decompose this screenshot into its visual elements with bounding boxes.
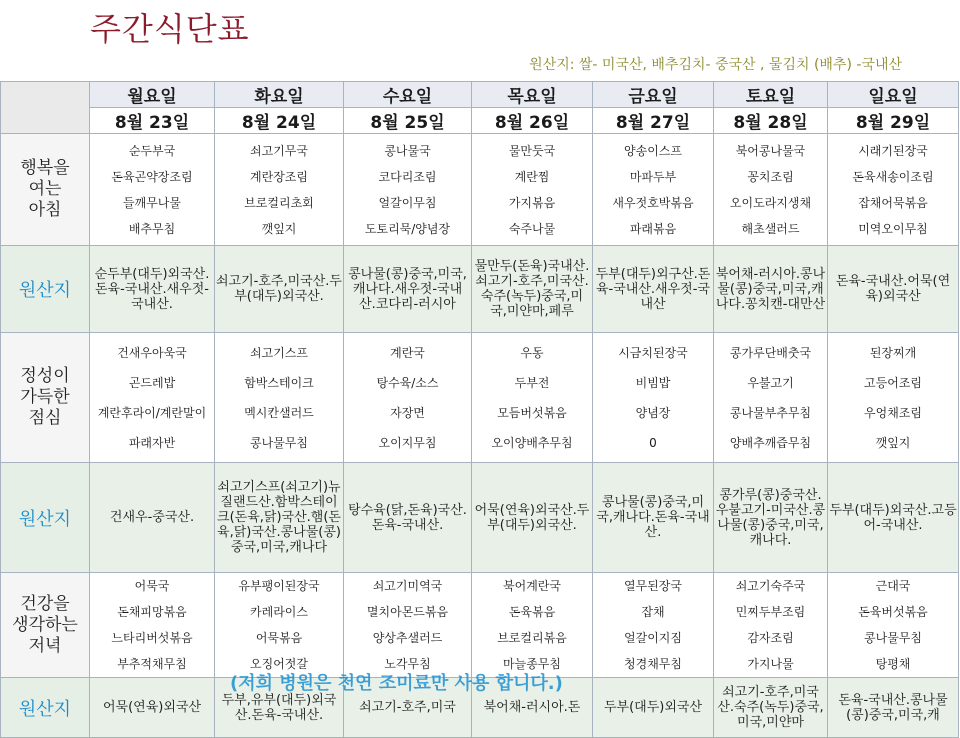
lunch-origin-cell: 쇠고기스프(쇠고기)뉴질랜드산.함박스테이크(돈육,닭)국산.햄(돈육,닭)국산.콩나물(콩)중국,미국,캐나다 [215, 463, 344, 573]
breakfast-menu-row [1, 134, 959, 246]
menu-item: 탕수육/소스 [376, 375, 439, 390]
menu-item: 해초샐러드 [741, 221, 800, 236]
dinner-menu-cell [90, 573, 215, 678]
day-name: 화요일 [215, 82, 344, 108]
menu-item: 느타리버섯볶음 [111, 631, 193, 645]
menu-item: 자장면 [390, 405, 425, 420]
menu-item: 잡채어묵볶음 [858, 195, 928, 210]
menu-item: 카레라이스 [250, 605, 308, 619]
dinner-origin-cell: 쇠고기-호주,미국 [344, 678, 472, 738]
menu-item: 브로컬리초회 [244, 195, 314, 210]
menu-item: 계란국 [390, 345, 425, 360]
menu-item: 도토리묵/양념장 [364, 221, 451, 236]
dinner-origin-cell: 두부(대두)외국산 [593, 678, 714, 738]
dinner-menu-cell [472, 573, 593, 678]
menu-item: 양배추깨즙무침 [729, 435, 812, 450]
menu-item: 계란찜 [514, 169, 550, 184]
menu-item: 고등어조림 [864, 375, 922, 390]
menu-item: 얼갈이무침 [378, 195, 437, 210]
menu-item: 가지나물 [747, 657, 794, 671]
breakfast-origin-cell: 콩나물(콩)중국,미국,캐나다.새우젓-국내산.코다리-러시아 [344, 246, 472, 333]
menu-item: 시금치된장국 [618, 345, 688, 360]
lunch-origin-row [1, 463, 959, 573]
day-date: 8월 25일 [344, 108, 472, 134]
day-name: 목요일 [472, 82, 593, 108]
breakfast-origin-label: 원산지 [1, 246, 90, 333]
menu-item: 두부전 [514, 375, 550, 390]
menu-item: 쇠고기무국 [250, 143, 308, 158]
lunch-label: 정성이 가득한 점심 [1, 333, 90, 463]
dinner-menu-cell [828, 573, 959, 678]
dinner-menu-cell [215, 573, 344, 678]
menu-item: 함박스테이크 [244, 375, 314, 390]
menu-item: 된장찌개 [869, 345, 917, 360]
dinner-menu-cell [593, 573, 714, 678]
lunch-origin-cell: 어묵(연육)외국산.두부(대두)외국산. [472, 463, 593, 573]
menu-item: 북어계란국 [503, 579, 561, 593]
menu-item: 배추무침 [128, 221, 176, 236]
menu-item: 멸치아몬드볶음 [366, 605, 449, 619]
breakfast-menu-cell [714, 134, 828, 246]
menu-item: 순두부국 [128, 143, 176, 158]
menu-item: 우엉채조림 [864, 405, 922, 420]
day-name: 토요일 [714, 82, 828, 108]
dinner-menu-row [1, 573, 959, 678]
dinner-origin-cell: 북어채-러시아.돈 [472, 678, 593, 738]
menu-item: 오이양배추무침 [491, 435, 573, 450]
menu-item: 열무된장국 [624, 579, 682, 593]
breakfast-menu-cell [215, 134, 344, 246]
breakfast-origin-cell: 순두부(대두)외국산.돈육-국내산.새우젓-국내산. [90, 246, 215, 333]
lunch-menu-cell [215, 333, 344, 463]
menu-item: 파래자반 [128, 435, 176, 450]
day-name: 월요일 [90, 82, 215, 108]
dinner-origin-cell: 어묵(연육)외국산 [90, 678, 215, 738]
day-name: 일요일 [828, 82, 959, 108]
menu-item: 오이지무침 [378, 435, 437, 450]
menu-item: 0 [649, 435, 657, 450]
menu-item: 코다리조림 [378, 169, 437, 184]
menu-item: 돈육볶음 [508, 605, 556, 619]
menu-item: 오징어젓갈 [250, 657, 308, 671]
menu-item: 콩나물무침 [864, 631, 922, 645]
lunch-menu-cell [472, 333, 593, 463]
dinner-origin-label: 원산지 [1, 678, 90, 738]
menu-item: 근대국 [875, 579, 911, 593]
date-header-row [1, 108, 959, 134]
lunch-menu-cell [714, 333, 828, 463]
menu-item: 부추적채무침 [117, 657, 187, 671]
lunch-origin-cell: 건새우-중국산. [90, 463, 215, 573]
menu-item: 쇠고기숙주국 [735, 579, 806, 593]
menu-item: 깻잎지 [875, 435, 911, 450]
menu-item: 들깨무나물 [123, 195, 181, 210]
menu-item: 계란후라이/계란말이 [97, 405, 207, 420]
menu-item: 마파두부 [629, 169, 677, 184]
dinner-origin-cell: 쇠고기-호주,미국산.숙주(녹두)중국,미국,미얀마 [714, 678, 828, 738]
menu-item: 마늘종무침 [503, 657, 561, 671]
lunch-origin-cell: 콩가루(콩)중국산.우불고기-미국산.콩나물(콩)중국,미국,캐나다. [714, 463, 828, 573]
breakfast-menu-cell [90, 134, 215, 246]
menu-item: 비빔밥 [635, 375, 671, 390]
menu-item: 시래기된장국 [858, 143, 928, 158]
menu-item: 콩나물무침 [250, 435, 308, 450]
menu-item: 곤드레밥 [128, 375, 176, 390]
breakfast-origin-row [1, 246, 959, 333]
breakfast-label: 행복을 여는 아침 [1, 134, 90, 246]
menu-item: 탕평채 [875, 657, 911, 671]
menu-item: 돈육새송이조림 [852, 169, 934, 184]
menu-item: 멕시칸샐러드 [244, 405, 314, 420]
menu-item: 건새우아욱국 [117, 345, 187, 360]
breakfast-origin-cell: 돈육-국내산.어묵(연육)외국산 [828, 246, 959, 333]
menu-item: 콩나물부추무침 [729, 405, 812, 420]
day-date: 8월 27일 [593, 108, 714, 134]
menu-item: 계란장조림 [250, 169, 308, 184]
menu-item: 새우젓호박볶음 [612, 195, 694, 210]
menu-item: 모듬버섯볶음 [497, 405, 567, 420]
lunch-menu-cell [344, 333, 472, 463]
menu-item: 얼갈이지짐 [624, 631, 682, 645]
lunch-origin-label: 원산지 [1, 463, 90, 573]
menu-item: 미역오이무침 [858, 221, 928, 236]
day-date: 8월 23일 [90, 108, 215, 134]
day-date: 8월 24일 [215, 108, 344, 134]
menu-item: 가지볶음 [508, 195, 556, 210]
day-date: 8월 28일 [714, 108, 828, 134]
day-header-row [1, 82, 959, 108]
header-corner [1, 82, 90, 134]
breakfast-menu-cell [593, 134, 714, 246]
weekly-menu-table [0, 81, 959, 738]
breakfast-menu-cell [828, 134, 959, 246]
dinner-menu-cell [714, 573, 828, 678]
breakfast-origin-cell: 북어채-러시아.콩나물(콩)중국,미국,캐나다.꽁치캔-대만산 [714, 246, 828, 333]
menu-item: 오이도라지생채 [729, 195, 812, 210]
menu-item: 꽁치조림 [747, 169, 794, 184]
menu-item: 어묵볶음 [255, 631, 303, 645]
menu-item: 어묵국 [134, 579, 170, 593]
lunch-origin-cell: 콩나물(콩)중국,미국,캐나다.돈육-국내산. [593, 463, 714, 573]
menu-item: 양상추샐러드 [372, 631, 443, 645]
breakfast-origin-cell: 쇠고기-호주,미국산.두부(대두)외국산. [215, 246, 344, 333]
lunch-menu-row [1, 333, 959, 463]
menu-item: 돈육버섯볶음 [858, 605, 928, 619]
menu-item: 우동 [520, 345, 544, 360]
lunch-origin-cell: 탕수육(닭,돈육)국산.돈육-국내산. [344, 463, 472, 573]
dinner-origin-cell: 두부,유부(대두)외국산.돈육-국내산. [215, 678, 344, 738]
breakfast-menu-cell [344, 134, 472, 246]
footnote: (저희 병원은 천연 조미료만 사용 합니다.) [230, 673, 563, 694]
menu-item: 양송이스프 [624, 143, 682, 158]
origin-note: 원산지: 쌀- 미국산, 배추김치- 중국산 , 물김치 (배추) -국내산 [529, 57, 902, 73]
dinner-origin-cell: 돈육-국내산.콩나물(콩)중국,미국,캐 [828, 678, 959, 738]
menu-item: 돈육곤약장조림 [111, 169, 193, 184]
menu-item: 콩나물국 [384, 143, 431, 158]
menu-item: 물만둣국 [508, 143, 556, 158]
day-date: 8월 26일 [472, 108, 593, 134]
dinner-label: 건강을 생각하는 저녁 [1, 573, 90, 678]
menu-item: 청경채무침 [624, 657, 682, 671]
menu-item: 깻잎지 [261, 221, 297, 236]
menu-item: 파래볶음 [629, 221, 677, 236]
menu-item: 브로컬리볶음 [497, 631, 567, 645]
menu-item: 쇠고기스프 [250, 345, 308, 360]
menu-item: 잡채 [641, 605, 665, 619]
menu-item: 콩가루단배춧국 [729, 345, 812, 360]
menu-item: 노각무침 [384, 657, 431, 671]
menu-item: 숙주나물 [508, 221, 556, 236]
breakfast-menu-cell [472, 134, 593, 246]
menu-item: 유부팽이된장국 [238, 579, 320, 593]
day-name: 금요일 [593, 82, 714, 108]
menu-item: 우불고기 [747, 375, 794, 390]
menu-item: 돈채피망볶음 [117, 605, 187, 619]
menu-item: 양념장 [635, 405, 671, 420]
breakfast-origin-cell: 물만두(돈육)국내산.쇠고기-호주,미국산.숙주(녹두)중국,미국,미얀마,페루 [472, 246, 593, 333]
lunch-origin-cell: 두부(대두)외국산.고등어-국내산. [828, 463, 959, 573]
menu-item: 쇠고기미역국 [372, 579, 443, 593]
lunch-menu-cell [828, 333, 959, 463]
day-name: 수요일 [344, 82, 472, 108]
lunch-menu-cell [593, 333, 714, 463]
lunch-menu-cell [90, 333, 215, 463]
menu-item: 민찌두부조림 [735, 605, 806, 619]
breakfast-origin-cell: 두부(대두)외구산.돈육-국내산.새우젓-국내산 [593, 246, 714, 333]
page-title: 주간식단표 [90, 10, 250, 48]
day-date: 8월 29일 [828, 108, 959, 134]
menu-item: 감자조림 [747, 631, 794, 645]
menu-item: 북어콩나물국 [735, 143, 806, 158]
dinner-menu-cell [344, 573, 472, 678]
